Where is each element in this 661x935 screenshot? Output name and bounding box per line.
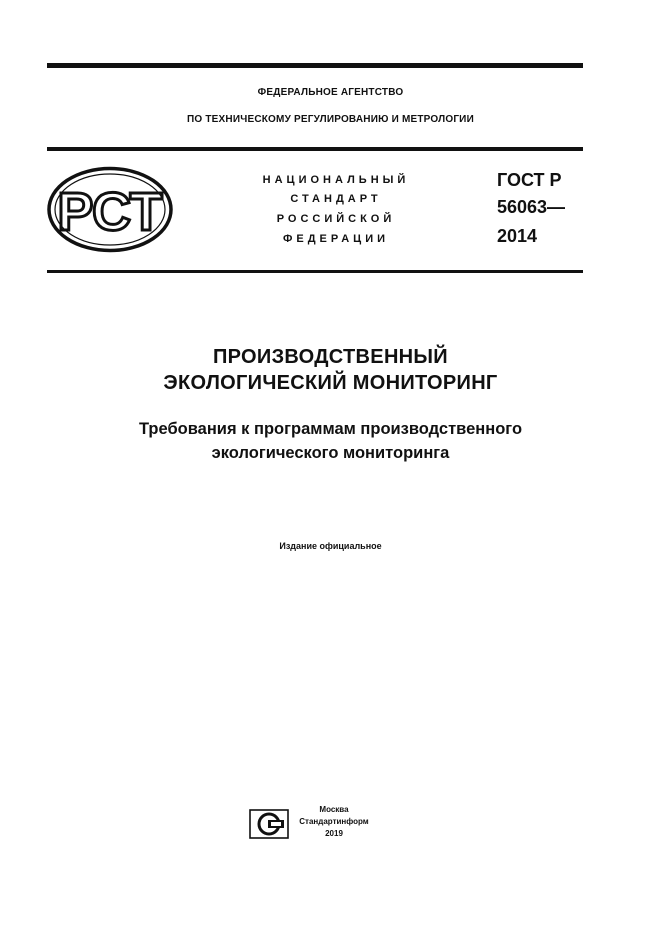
document-subtitle-line-2: экологического мониторинга	[211, 444, 450, 462]
publication-year: 2019	[325, 829, 343, 838]
rst-logo-text: РСТ	[57, 182, 163, 242]
rst-certification-mark-icon	[46, 166, 174, 253]
publisher-name: Стандартинформ	[299, 817, 369, 826]
designation-divider	[47, 270, 583, 273]
header-divider	[47, 147, 583, 151]
edition-label: Издание официальное	[279, 541, 382, 551]
standard-designation-line-3: 2014	[497, 226, 538, 246]
national-standard-line-3: РОССИЙСКОЙ	[276, 213, 396, 225]
national-standard-line-2: СТАНДАРТ	[290, 193, 382, 205]
national-standard-line-1: НАЦИОНАЛЬНЫЙ	[262, 174, 410, 186]
top-divider	[47, 63, 583, 68]
standard-designation-line-1: ГОСТ Р	[497, 170, 562, 190]
standard-designation-line-2: 56063—	[497, 197, 566, 217]
agency-line-2: ПО ТЕХНИЧЕСКОМУ РЕГУЛИРОВАНИЮ И МЕТРОЛОГИИ	[187, 114, 474, 125]
document-subtitle-line-1: Требования к программам производственного	[138, 420, 523, 438]
document-title-line-2: ЭКОЛОГИЧЕСКИЙ МОНИТОРИНГ	[163, 372, 498, 394]
document-title-line-1: ПРОИЗВОДСТВЕННЫЙ	[213, 346, 448, 368]
publisher-city: Москва	[319, 805, 349, 814]
agency-line-1: ФЕДЕРАЛЬНОЕ АГЕНТСТВО	[257, 87, 404, 98]
standartinform-logo-icon	[249, 809, 289, 839]
national-standard-line-4: ФЕДЕРАЦИИ	[282, 233, 390, 245]
